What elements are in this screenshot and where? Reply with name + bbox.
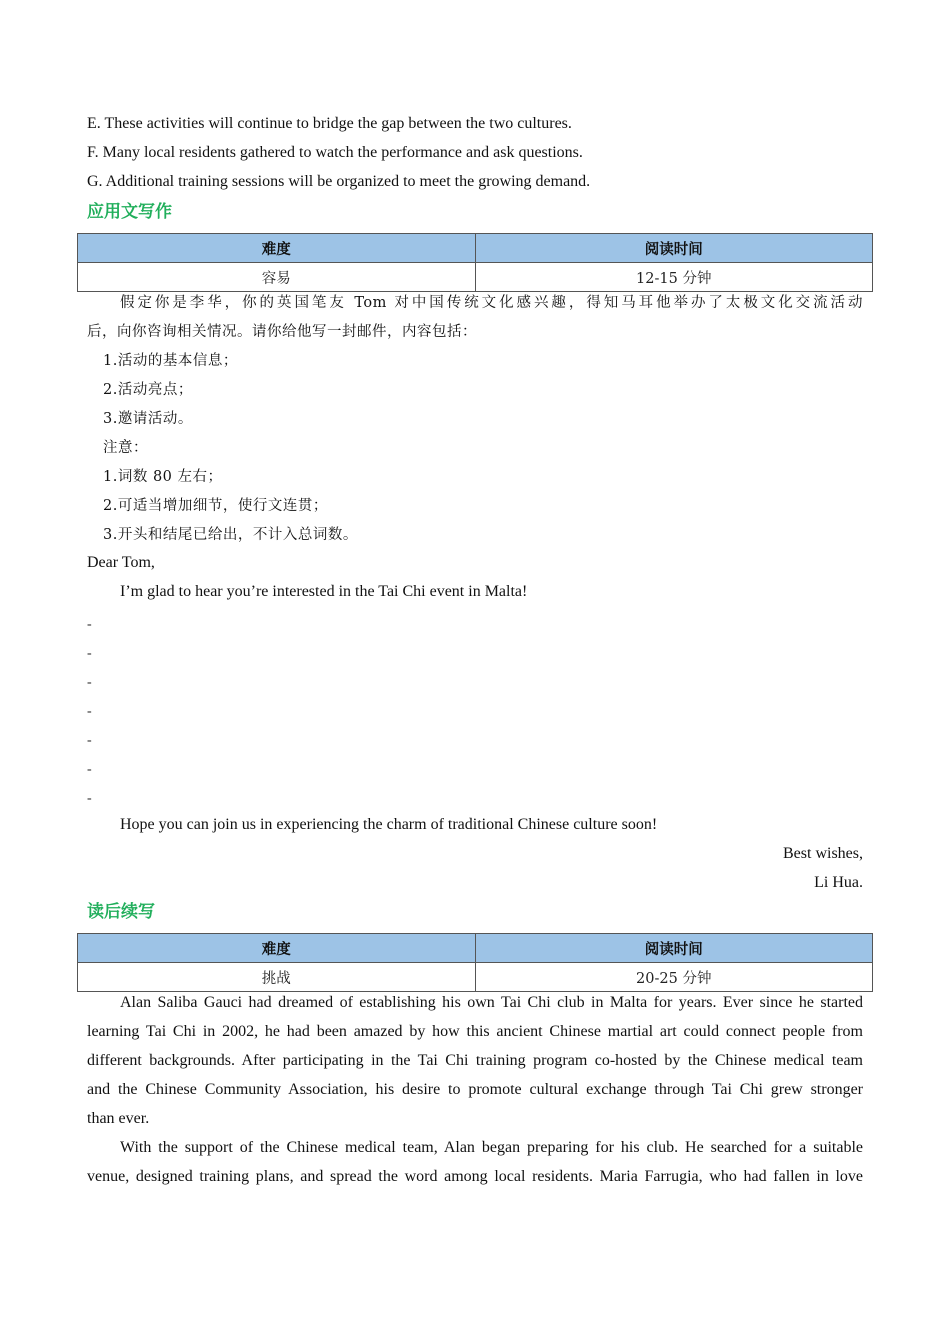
- difficulty-table-2: [77, 933, 873, 992]
- note-item-3: 3.开头和结尾已给出，不计入总词数。: [103, 527, 358, 543]
- note-label: 注意：: [103, 440, 148, 456]
- prompt-line-2: 后，向你咨询相关情况。请你给他写一封邮件，内容包括：: [87, 324, 477, 340]
- passage-p1-line-1: Alan Saliba Gauci had dreamed of establishing his own Tai Chi club in Malta for years. Ever since he started: [120, 994, 863, 1011]
- passage-p1-line-2: learning Tai Chi in 2002, he had been amazed by how this ancient Chinese martial art could connect people from: [87, 1023, 863, 1040]
- prompt-line-1: 假定你是李华，你的英国笔友 Tom 对中国传统文化感兴趣，得知马耳他举办了太极文化交流活动: [120, 295, 863, 311]
- writing-blank-line[interactable]: -: [87, 704, 92, 719]
- reading-time-value: 12-15 分钟: [475, 263, 873, 292]
- table-header-difficulty: 难度: [78, 934, 476, 963]
- writing-blank-line[interactable]: -: [87, 762, 92, 777]
- letter-signoff: Best wishes,: [783, 845, 863, 862]
- reading-time-value: 20-25 分钟: [475, 963, 873, 992]
- letter-signature: Li Hua.: [814, 874, 863, 891]
- writing-blank-line[interactable]: -: [87, 646, 92, 661]
- difficulty-table-1: [77, 233, 873, 292]
- passage-p2-line-1: With the support of the Chinese medical team, Alan began preparing for his club. He searched for a suitable: [120, 1139, 863, 1156]
- option-e: E. These activities will continue to bridge the gap between the two cultures.: [87, 115, 572, 132]
- letter-closing: Hope you can join us in experiencing the charm of traditional Chinese culture soon!: [120, 816, 658, 833]
- passage-p2-line-2: venue, designed training plans, and spread the word among local residents. Maria Farrugia, who had fallen in love: [87, 1168, 863, 1185]
- section-title-continuation-writing: 读后续写: [87, 902, 155, 922]
- content-item-3: 3.邀请活动。: [103, 411, 193, 427]
- option-g: G. Additional training sessions will be organized to meet the growing demand.: [87, 173, 591, 190]
- section-title-practical-writing: 应用文写作: [87, 202, 172, 222]
- table-header-reading-time: 阅读时间: [475, 234, 873, 263]
- table-header-reading-time: 阅读时间: [475, 934, 873, 963]
- note-item-1: 1.词数 80 左右；: [103, 469, 223, 485]
- writing-blank-line[interactable]: -: [87, 617, 92, 632]
- option-f: F. Many local residents gathered to watch the performance and ask questions.: [87, 144, 583, 161]
- difficulty-value: 容易: [78, 263, 476, 292]
- table-header-difficulty: 难度: [78, 234, 476, 263]
- content-item-1: 1.活动的基本信息；: [103, 353, 238, 369]
- letter-opening: I’m glad to hear you’re interested in the Tai Chi event in Malta!: [120, 583, 528, 600]
- writing-blank-line[interactable]: -: [87, 733, 92, 748]
- passage-p1-line-4: and the Chinese Community Association, his desire to promote cultural exchange through Tai Chi grew stronger: [87, 1081, 863, 1098]
- writing-blank-line[interactable]: -: [87, 675, 92, 690]
- passage-p1-line-5: than ever.: [87, 1110, 150, 1127]
- letter-greeting: Dear Tom,: [87, 554, 155, 571]
- note-item-2: 2.可适当增加细节，使行文连贯；: [103, 498, 328, 514]
- difficulty-value: 挑战: [78, 963, 476, 992]
- content-item-2: 2.活动亮点；: [103, 382, 193, 398]
- writing-blank-line[interactable]: -: [87, 791, 92, 806]
- passage-p1-line-3: different backgrounds. After participating in the Tai Chi training program co-hosted by the Chinese medical team: [87, 1052, 863, 1069]
